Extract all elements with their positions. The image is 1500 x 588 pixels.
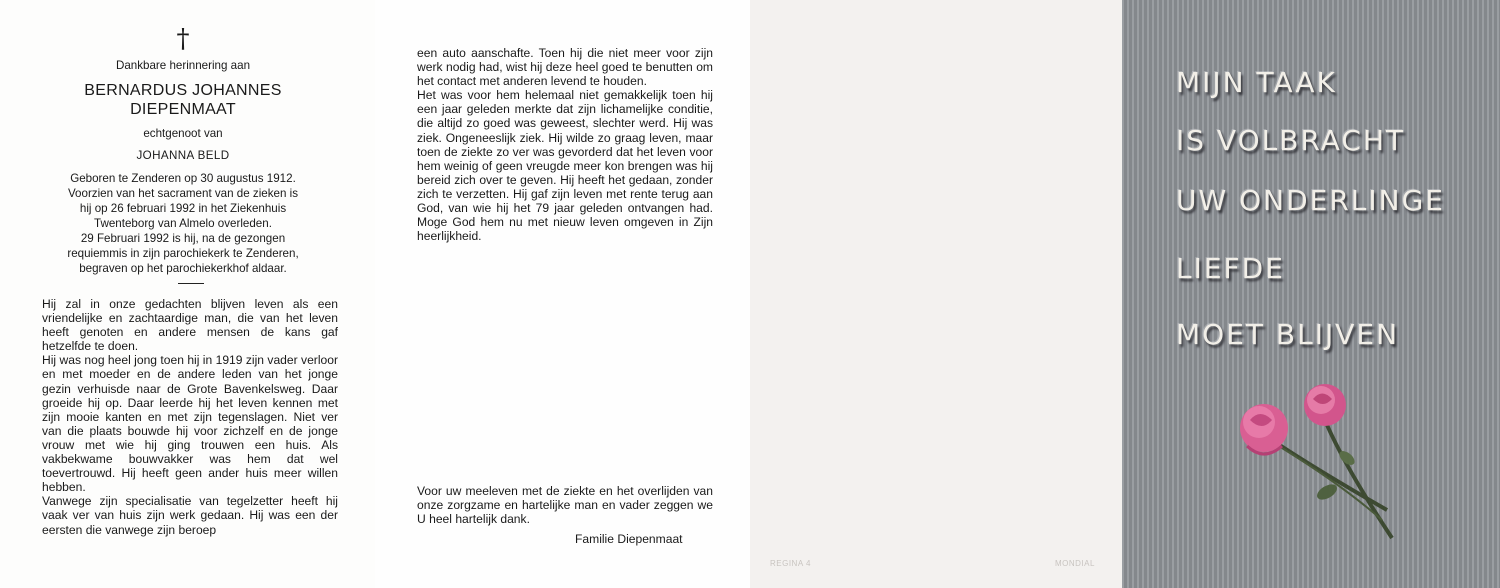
poem-line: MOET BLIJVEN [1176, 318, 1400, 351]
poem-line: MIJN TAAK [1176, 66, 1337, 99]
thanks-text: Voor uw meeleven met de ziekte en het overlijden van onze zorgzame en hartelijke man en vader zeggen we U heel hartelijk dank. [417, 484, 713, 527]
signature: Familie Diepenmaat [575, 532, 683, 546]
spouse-name: JOHANNA BELD [136, 149, 230, 162]
cross-icon: † [176, 24, 190, 54]
bio-line: Geboren te Zenderen op 30 augustus 1912. [70, 172, 296, 185]
separator-line [178, 283, 204, 284]
bio-line: hij op 26 februari 1992 in het Ziekenhuis [79, 202, 287, 215]
bio-line: 29 Februari 1992 is hij, na de gezongen [80, 232, 286, 245]
bio-line: begraven op het parochiekerkhof aldaar. [79, 262, 287, 275]
print-mark-right: MONDIAL [1055, 559, 1095, 568]
poem-line: UW ONDERLINGE [1176, 184, 1445, 217]
roses-image [1122, 0, 1500, 588]
card-panel-back [750, 0, 1122, 588]
rose [1240, 404, 1288, 454]
poem-line: IS VOLBRACHT [1176, 124, 1406, 157]
paragraph: Vanwege zijn specialisatie van tegelzetter heeft hij vaak ver van huis zijn werk gedaan. Hij was een der eersten die vanwege zijn beroep [42, 494, 338, 537]
bio-line: requiemmis in zijn parochiekerk te Zenderen, [67, 247, 299, 260]
card-panel-middle [375, 0, 750, 588]
print-mark-left: REGINA 4 [770, 559, 811, 568]
bio-line: Twenteborg van Almelo overleden. [94, 217, 272, 230]
paragraph: Het was voor hem helemaal niet gemakkelijk toen hij een jaar geleden merkte dat zijn lichamelijke conditie, die altijd zo goed was geweest, slechter werd. Hij was ziek. Ongeneeslijk ziek. Hij wilde zo graag leven, maar toen de ziekte zo ver was gevorderd dat het leven voor hem weinig of geen vreugde meer kon brengen was hij bereid zich over te geven. Hij heeft het gedaan, zonder zich te verzetten. Hij gaf zijn leven met rente terug aan God, van wie hij het 79 jaar geleden ontvangen had. Moge God hem nu met nieuw leven omgeven in Zijn heerlijkheid. [417, 88, 713, 244]
intro-text: Dankbare herinnering aan [115, 59, 251, 72]
rose [1304, 384, 1346, 426]
deceased-name-first: BERNARDUS JOHANNES [84, 82, 282, 99]
memorial-text-left [42, 297, 338, 537]
poem-line: LIEFDE [1176, 252, 1285, 285]
bio-line: Voorzien van het sacrament van de zieken is [67, 187, 299, 200]
photo-panel [1122, 0, 1500, 588]
deceased-name-last: DIEPENMAAT [130, 101, 236, 118]
memorial-text-right [417, 46, 713, 243]
card-panel-left [0, 0, 375, 588]
paragraph: een auto aanschafte. Toen hij die niet meer voor zijn werk nodig had, wist hij deze heel goed te benutten om het contact met anderen levend te houden. [417, 46, 713, 89]
paragraph: Hij zal in onze gedachten blijven leven als een vriendelijke en zachtaardige man, die van het leven heeft genoten en andere mensen de kans gaf hetzelfde te doen. [42, 297, 338, 354]
spouse-intro: echtgenoot van [143, 127, 223, 140]
paragraph: Hij was nog heel jong toen hij in 1919 zijn vader verloor en met moeder en de andere leden van het jonge gezin verhuisde naar de Grote Bavenkelsweg. Daar groeide hij op. Daar leerde hij het leven kennen met zijn mooie kanten en met zijn tegenslagen. Niet ver van die plaats bouwde hij voor zichzelf en de jonge vrouw met wie hij ging trouwen een huis. Als vakbekwame bouwvakker was hem dat wel toevertrouwd. Hij heeft geen ander huis meer willen hebben. [42, 353, 338, 495]
